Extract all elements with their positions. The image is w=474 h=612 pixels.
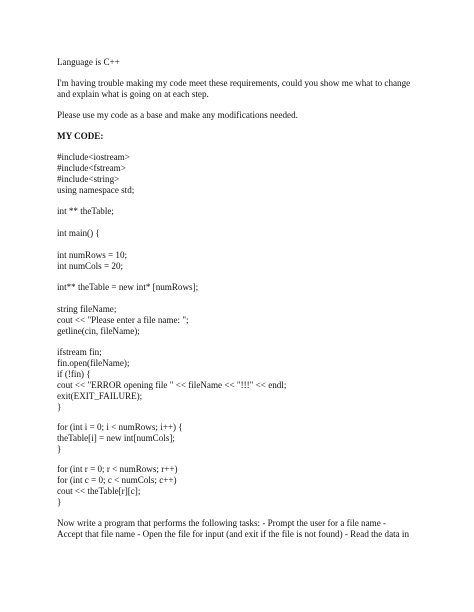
code-line: using namespace std; bbox=[57, 185, 135, 195]
code-line: int numRows = 10; bbox=[57, 250, 128, 260]
code-line: #include<iostream> bbox=[57, 152, 130, 162]
code-line: theTable[i] = new int[numCols]; bbox=[57, 433, 175, 443]
code-open-file bbox=[57, 347, 429, 413]
code-line: int numCols = 20; bbox=[57, 261, 124, 271]
code-line: exit(EXIT_FAILURE); bbox=[57, 391, 143, 401]
text-line: Language is C++ bbox=[57, 57, 120, 67]
code-line: cout << "ERROR opening file " << fileName << "!!!" << endl; bbox=[57, 380, 287, 390]
code-line: for (int c = 0; c < numCols; c++) bbox=[57, 475, 177, 485]
task-paragraph bbox=[57, 518, 429, 540]
code-global-decl bbox=[57, 206, 429, 217]
code-line: for (int i = 0; i < numRows; i++) { bbox=[57, 422, 183, 432]
text-line: and explain what is going on at each step. bbox=[57, 89, 209, 99]
code-main-open bbox=[57, 228, 429, 239]
code-line: ifstream fin; bbox=[57, 347, 102, 357]
text-line: I'm having trouble making my code meet these requirements, could you show me what to change bbox=[57, 78, 411, 88]
code-print-loop bbox=[57, 464, 429, 508]
code-alloc bbox=[57, 282, 429, 293]
code-row-loop bbox=[57, 422, 429, 455]
code-line: } bbox=[57, 497, 62, 507]
heading-text: MY CODE: bbox=[57, 131, 104, 141]
code-line: cout << "Please enter a file name: "; bbox=[57, 315, 189, 325]
base-note bbox=[57, 110, 429, 121]
code-line: getline(cin, fileName); bbox=[57, 326, 140, 336]
code-line: string fileName; bbox=[57, 304, 117, 314]
code-line: if (!fin) { bbox=[57, 369, 91, 379]
code-line: int ** theTable; bbox=[57, 206, 114, 216]
language-line bbox=[57, 57, 429, 68]
code-line: #include<string> bbox=[57, 174, 120, 184]
request-paragraph bbox=[57, 78, 429, 100]
code-includes bbox=[57, 152, 429, 196]
code-line: int** theTable = new int* [numRows]; bbox=[57, 282, 199, 292]
code-line: fin.open(fileName); bbox=[57, 358, 130, 368]
code-line: int main() { bbox=[57, 228, 100, 238]
code-input bbox=[57, 304, 429, 337]
code-dims bbox=[57, 250, 429, 272]
code-line: for (int r = 0; r < numRows; r++) bbox=[57, 464, 178, 474]
text-line: Now write a program that performs the following tasks: - Prompt the user for a file name - bbox=[57, 518, 387, 528]
code-line: cout << theTable[r][c]; bbox=[57, 486, 141, 496]
code-heading bbox=[57, 131, 429, 142]
text-line: Accept that file name - Open the file for input (and exit if the file is not found) - Read the data in bbox=[57, 529, 410, 539]
text-line: Please use my code as a base and make any modifications needed. bbox=[57, 110, 298, 120]
code-line: } bbox=[57, 444, 62, 454]
code-line: #include<fstream> bbox=[57, 163, 126, 173]
code-line: } bbox=[57, 402, 62, 412]
